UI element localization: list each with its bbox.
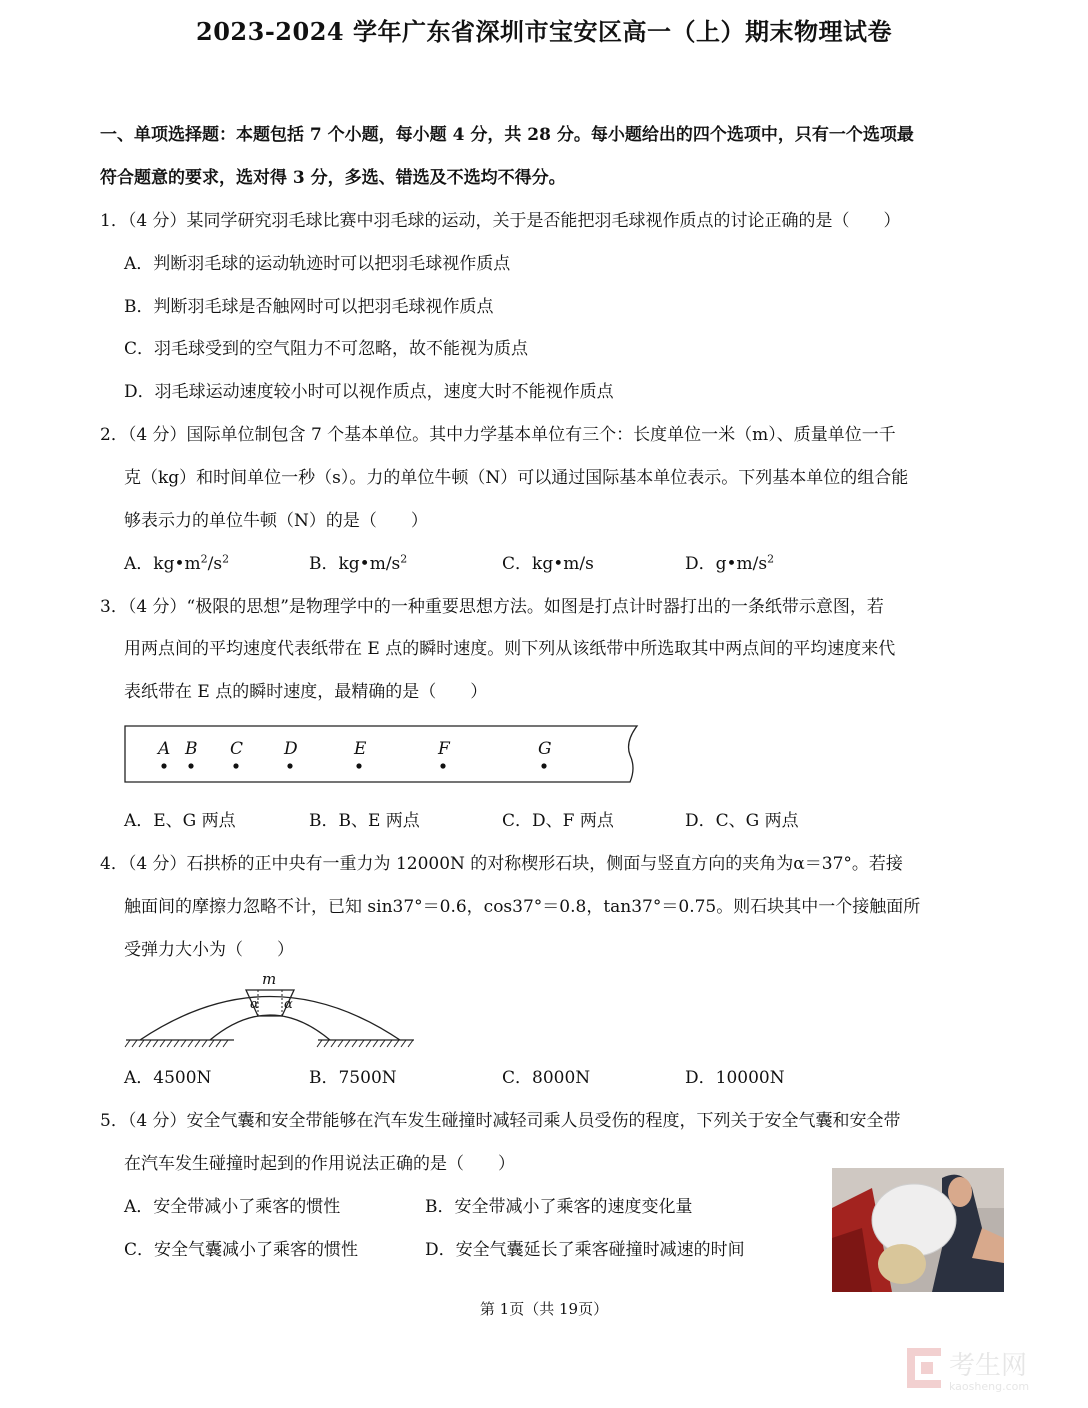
q2-option-c-base: kg•m/s [532,554,594,574]
q2-option-a-mid: /s [207,554,223,574]
tape-label-e: E [354,739,367,759]
q4-stem-line-2: 触面间的摩擦力忽略不计，已知 sin37°＝0.6，cos37°＝0.8，tan37°＝0.75。则石块其中一个接触面所 [124,897,921,917]
tape-dot-f [440,763,445,768]
q2-option-a-sup-2: 2 [222,552,230,566]
q2-option-b-sup: 2 [400,552,408,566]
q2-option-b-label: B． [309,554,339,574]
watermark-logo-icon [907,1348,941,1388]
tape-dot-a [161,763,166,768]
q5-stem-line-2: 在汽车发生碰撞时起到的作用说法正确的是（ ） [124,1154,515,1174]
arch-outer-curve [140,997,400,1041]
q2-option-d-label: D． [685,554,716,574]
q2-option-a-sup-1: 2 [200,552,208,566]
person-head [948,1177,972,1207]
q2-option-c [502,552,594,576]
q4-option-a: A．4500N [124,1068,212,1088]
q1-option-a: A．判断羽毛球的运动轨迹时可以把羽毛球视作质点 [124,254,511,274]
q5-option-b: B．安全带减小了乘客的速度变化量 [425,1197,693,1217]
q1-option-d: D．羽毛球运动速度较小时可以视作质点，速度大时不能视作质点 [124,382,614,402]
page-title: 2023-2024 学年广东省深圳市宝安区高一（上）期末物理试卷 [196,17,892,46]
tape-dot-e [356,763,361,768]
tape-label-a: A [158,739,171,759]
q3-option-d: D．C、G 两点 [685,811,799,831]
q3-option-b: B．B、E 两点 [309,811,420,831]
q2-stem-line-1: 2．（4 分）国际单位制包含 7 个基本单位。其中力学基本单位有三个：长度单位一米（m）、质量单位一千 [100,425,896,445]
q2-option-a [124,552,229,576]
tape-label-c: C [230,739,244,759]
airbag-lower [878,1244,926,1284]
section-header-line-1: 一、单项选择题：本题包括 7 个小题，每小题 4 分，共 28 分。每小题给出的四个选项中，只有一个选项最 [100,125,914,145]
airbag-photo [832,1168,1004,1292]
hatching-left [125,1040,228,1047]
airbag-shape [872,1184,956,1256]
q1-option-c: C．羽毛球受到的空气阻力不可忽略，故不能视为质点 [124,339,529,359]
q2-option-b [309,552,407,576]
q5-stem-line-1: 5．（4 分）安全气囊和安全带能够在汽车发生碰撞时减轻司乘人员受伤的程度，下列关于安全气囊和安全带 [100,1111,901,1131]
q4-option-d: D．10000N [685,1068,785,1088]
q3-stem-line-3: 表纸带在 E 点的瞬时速度，最精确的是（ ） [124,682,488,702]
stone-arch-figure [122,968,418,1054]
tape-label-g: G [538,739,552,759]
q3-option-c: C．D、F 两点 [502,811,614,831]
section-header-line-2: 符合题意的要求，选对得 3 分，多选、错选及不选均不得分。 [100,168,566,188]
tape-dot-c [233,763,238,768]
q4-option-b: B．7500N [309,1068,397,1088]
q2-stem-line-2: 克（kg）和时间单位一秒（s）。力的单位牛顿（N）可以通过国际基本单位表示。下列基本单位的组合能 [124,468,909,488]
ticker-tape-figure [120,722,644,788]
watermark-name: 考生网 [949,1351,1028,1381]
q2-option-c-label: C． [502,554,533,574]
q4-option-c: C．8000N [502,1068,591,1088]
q1-option-b: B．判断羽毛球是否触网时可以把羽毛球视作质点 [124,297,494,317]
tape-dot-d [287,763,292,768]
label-alpha-right: α [284,997,293,1012]
tape-label-f: F [438,739,450,759]
q2-stem-line-3: 够表示力的单位牛顿（N）的是（ ） [124,511,428,531]
q2-option-d [685,552,774,576]
q4-stem-line-3: 受弹力大小为（ ） [124,940,294,960]
q5-option-c: C．安全气囊减小了乘客的惯性 [124,1240,359,1260]
page-footer: 第 1页（共 19页） [479,1300,609,1318]
hatching-right [317,1040,413,1047]
ticker-tape-outline [125,726,637,782]
kaosheng-watermark [905,1344,1065,1394]
q4-stem-line-1: 4．（4 分）石拱桥的正中央有一重力为 12000N 的对称楔形石块，侧面与竖直方向的夹角为α＝37°。若接 [100,854,903,874]
label-alpha-left: α [250,997,259,1012]
q5-option-a: A．安全带减小了乘客的惯性 [124,1197,341,1217]
tape-label-d: D [284,739,298,759]
arch-inner-curve [210,1015,330,1040]
tape-dot-g [541,763,546,768]
q3-stem-line-2: 用两点间的平均速度代表纸带在 E 点的瞬时速度。则下列从该纸带中所选取其中两点间的平均速度来代 [124,639,896,659]
q3-option-a: A．E、G 两点 [124,811,236,831]
tape-label-b: B [185,739,198,759]
q1-stem: 1．（4 分）某同学研究羽毛球比赛中羽毛球的运动，关于是否能把羽毛球视作质点的讨论正确的是（ ） [100,211,901,231]
watermark-url: kaosheng.com [949,1380,1030,1393]
q2-option-d-base: g•m/s [715,554,768,574]
q2-option-a-label: A． [124,554,154,574]
q2-option-a-base: kg•m [153,554,201,574]
label-mass-m: m [262,970,277,988]
q3-stem-line-1: 3．（4 分）“极限的思想”是物理学中的一种重要思想方法。如图是打点计时器打出的一条纸带示意图，若 [100,597,884,617]
q2-option-d-sup: 2 [767,552,775,566]
q5-option-d: D．安全气囊延长了乘客碰撞时减速的时间 [425,1240,745,1260]
tape-dot-b [188,763,193,768]
q2-option-b-base: kg•m/s [338,554,401,574]
